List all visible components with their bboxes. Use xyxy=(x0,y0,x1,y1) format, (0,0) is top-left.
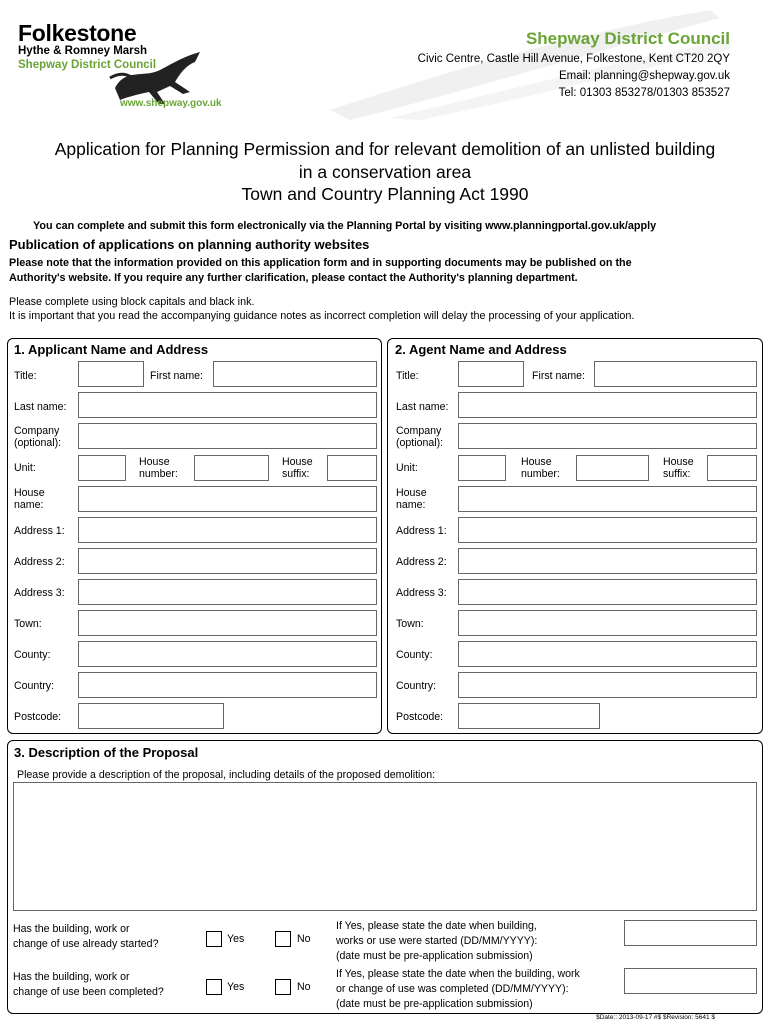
agent-unit-label: Unit: xyxy=(396,462,418,474)
applicant-country-input[interactable] xyxy=(78,672,377,698)
applicant-house-name-label: House name: xyxy=(14,487,45,511)
started-yes-label: Yes xyxy=(227,933,245,945)
applicant-last-name-label: Last name: xyxy=(14,401,67,413)
agent-country-input[interactable] xyxy=(458,672,757,698)
applicant-town-input[interactable] xyxy=(78,610,377,636)
started-date-instruction: If Yes, please state the date when building, works or use were started (DD/MM/YYYY): (date must be pre-application submission) xyxy=(336,920,538,962)
agent-house-number-input[interactable] xyxy=(576,455,649,481)
applicant-house-suffix-input[interactable] xyxy=(327,455,377,481)
council-tel: Tel: 01303 853278/01303 853527 xyxy=(558,87,730,99)
agent-last-name-input[interactable] xyxy=(458,392,757,418)
applicant-address2-label: Address 2: xyxy=(14,556,65,568)
agent-company-input[interactable] xyxy=(458,423,757,449)
applicant-address3-label: Address 3: xyxy=(14,587,65,599)
council-email: Email: planning@shepway.gov.uk xyxy=(558,70,730,82)
completed-no-checkbox[interactable] xyxy=(275,979,291,995)
agent-county-input[interactable] xyxy=(458,641,757,667)
applicant-section-title: 1. Applicant Name and Address xyxy=(14,342,209,357)
agent-house-suffix-input[interactable] xyxy=(707,455,757,481)
agent-address2-label: Address 2: xyxy=(396,556,447,568)
publication-heading: Publication of applications on planning authority websites xyxy=(9,237,370,252)
applicant-house-name-input[interactable] xyxy=(78,486,377,512)
completed-no-label: No xyxy=(297,981,311,993)
logo-url: www.shepway.gov.uk xyxy=(120,98,222,109)
applicant-section xyxy=(7,338,382,734)
instruction-1: Please complete using block capitals and black ink. xyxy=(9,296,255,308)
agent-town-label: Town: xyxy=(396,618,424,630)
applicant-postcode-input[interactable] xyxy=(78,703,224,729)
agent-address3-input[interactable] xyxy=(458,579,757,605)
agent-house-number-label: House number: xyxy=(521,456,560,480)
logo-title: Folkestone xyxy=(18,20,137,46)
agent-unit-input[interactable] xyxy=(458,455,506,481)
agent-postcode-label: Postcode: xyxy=(396,711,444,723)
completed-date-instruction: If Yes, please state the date when the building, work or change of use was completed (DD/MM/YYYY): (date must be pre-application submission) xyxy=(336,968,580,1010)
applicant-unit-input[interactable] xyxy=(78,455,126,481)
applicant-title-label: Title: xyxy=(14,370,37,382)
completed-question: Has the building, work or change of use been completed? xyxy=(13,971,164,998)
applicant-country-label: Country: xyxy=(14,680,55,692)
applicant-title-input[interactable] xyxy=(78,361,144,387)
agent-address3-label: Address 3: xyxy=(396,587,447,599)
applicant-company-input[interactable] xyxy=(78,423,377,449)
portal-note: You can complete and submit this form electronically via the Planning Portal by visiting www.planningportal.gov.uk/apply xyxy=(33,220,657,232)
completed-date-input[interactable] xyxy=(624,968,757,994)
proposal-description-textarea[interactable] xyxy=(13,782,757,911)
proposal-instruction: Please provide a description of the proposal, including details of the proposed demolition: xyxy=(17,769,436,781)
agent-address1-input[interactable] xyxy=(458,517,757,543)
proposal-section-title: 3. Description of the Proposal xyxy=(14,745,199,760)
logo-subtitle-1: Hythe & Romney Marsh xyxy=(18,45,148,57)
applicant-company-label: Company (optional): xyxy=(14,425,62,449)
applicant-first-name-input[interactable] xyxy=(213,361,377,387)
instruction-2: It is important that you read the accompanying guidance notes as incorrect completion will delay the processing of your application. xyxy=(9,310,635,322)
applicant-address2-input[interactable] xyxy=(78,548,377,574)
agent-postcode-input[interactable] xyxy=(458,703,600,729)
applicant-postcode-label: Postcode: xyxy=(14,711,62,723)
publication-note-2: Authority's website. If you require any further clarification, please contact the Authority's planning department. xyxy=(9,272,578,284)
proposal-section xyxy=(7,740,763,1014)
agent-section xyxy=(387,338,763,734)
revision-footer: $Date:: 2013-09-17 #$ $Revision: 5641 $ xyxy=(596,1014,715,1021)
agent-first-name-input[interactable] xyxy=(594,361,757,387)
completed-yes-label: Yes xyxy=(227,981,245,993)
agent-section-title: 2. Agent Name and Address xyxy=(395,342,567,357)
applicant-last-name-input[interactable] xyxy=(78,392,377,418)
agent-company-label: Company (optional): xyxy=(396,425,444,449)
applicant-address1-label: Address 1: xyxy=(14,525,65,537)
agent-town-input[interactable] xyxy=(458,610,757,636)
agent-country-label: Country: xyxy=(396,680,437,692)
applicant-house-suffix-label: House suffix: xyxy=(282,456,313,480)
agent-house-name-label: House name: xyxy=(396,487,427,511)
agent-address2-input[interactable] xyxy=(458,548,757,574)
title-line-1: Application for Planning Permission and for relevant demolition of an unlisted building xyxy=(54,139,716,159)
started-yes-checkbox[interactable] xyxy=(206,931,222,947)
council-address: Civic Centre, Castle Hill Avenue, Folkestone, Kent CT20 2QY xyxy=(417,53,730,65)
started-no-checkbox[interactable] xyxy=(275,931,291,947)
applicant-house-number-input[interactable] xyxy=(194,455,269,481)
applicant-first-name-label: First name: xyxy=(150,370,203,382)
started-question: Has the building, work or change of use already started? xyxy=(13,923,159,950)
title-line-2: in a conservation area xyxy=(298,161,472,182)
completed-yes-checkbox[interactable] xyxy=(206,979,222,995)
started-date-input[interactable] xyxy=(624,920,757,946)
started-no-label: No xyxy=(297,933,311,945)
publication-note-1: Please note that the information provided on this application form and in supporting documents may be published on the xyxy=(9,257,632,269)
logo-subtitle-2: Shepway District Council xyxy=(18,59,157,71)
applicant-town-label: Town: xyxy=(14,618,42,630)
decorative-swoosh-icon xyxy=(330,10,730,120)
applicant-house-number-label: House number: xyxy=(139,456,178,480)
applicant-county-input[interactable] xyxy=(78,641,377,667)
title-line-3: Town and Country Planning Act 1990 xyxy=(241,184,529,204)
applicant-county-label: County: xyxy=(14,649,51,661)
agent-house-name-input[interactable] xyxy=(458,486,757,512)
agent-first-name-label: First name: xyxy=(532,370,585,382)
form-title xyxy=(0,138,770,206)
agent-title-label: Title: xyxy=(396,370,419,382)
council-name: Shepway District Council xyxy=(525,29,730,48)
applicant-address1-input[interactable] xyxy=(78,517,377,543)
applicant-unit-label: Unit: xyxy=(14,462,36,474)
applicant-address3-input[interactable] xyxy=(78,579,377,605)
agent-last-name-label: Last name: xyxy=(396,401,449,413)
agent-title-input[interactable] xyxy=(458,361,524,387)
agent-house-suffix-label: House suffix: xyxy=(663,456,694,480)
agent-address1-label: Address 1: xyxy=(396,525,447,537)
agent-county-label: County: xyxy=(396,649,433,661)
